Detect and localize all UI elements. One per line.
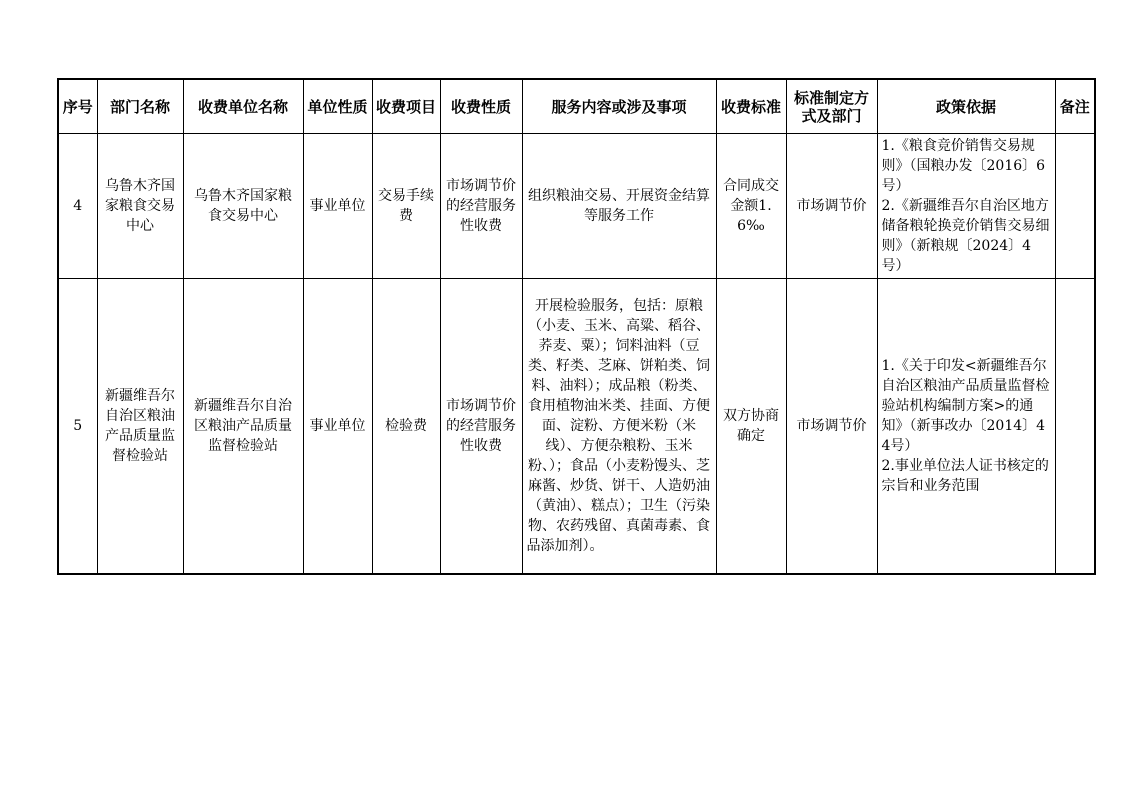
header-service: 服务内容或涉及事项 <box>522 79 716 134</box>
header-item: 收费项目 <box>372 79 440 134</box>
header-nature: 收费性质 <box>440 79 522 134</box>
fee-table <box>57 78 1096 575</box>
cell-item: 交易手续费 <box>372 134 440 279</box>
cell-policy <box>877 134 1055 279</box>
cell-seq: 4 <box>58 134 97 279</box>
header-policy: 政策依据 <box>877 79 1055 134</box>
cell-nature: 市场调节价的经营服务性收费 <box>440 134 522 279</box>
header-method: 标准制定方式及部门 <box>786 79 877 134</box>
cell-method: 市场调节价 <box>786 134 877 279</box>
cell-nature: 市场调节价的经营服务性收费 <box>440 279 522 575</box>
policy-line: 2.《新疆维吾尔自治区地方储备粮轮换竞价销售交易细则》（新粮规〔2024〕4号） <box>881 198 1050 274</box>
cell-service: 开展检验服务，包括：原粮（小麦、玉米、高粱、稻谷、荞麦、粟）；饲料油料（豆类、籽类、芝麻、饼粕类、饲料、油料）；成品粮（粉类、食用植物油米类、挂面、方便面、淀粉、方便米粉（米线）、方便杂粮粉、玉米粉、）；食品（小麦粉馒头、芝麻酱、炒货、饼干、人造奶油（黄油）、糕点）；卫生（污染物、农药残留、真菌毒素、食品添加剂）。 <box>522 279 716 575</box>
header-seq: 序号 <box>58 79 97 134</box>
cell-policy <box>877 279 1055 575</box>
header-row <box>58 79 1095 134</box>
cell-remark <box>1055 134 1095 279</box>
policy-line: 1.《关于印发<新疆维吾尔自治区粮油产品质量监督检验站机构编制方案>的通知》（新事改办〔2014〕44号） <box>881 358 1050 454</box>
cell-standard: 双方协商确定 <box>716 279 786 575</box>
cell-unit: 乌鲁木齐国家粮食交易中心 <box>183 134 303 279</box>
header-unit-type: 单位性质 <box>303 79 372 134</box>
header-unit: 收费单位名称 <box>183 79 303 134</box>
cell-unit-type: 事业单位 <box>303 279 372 575</box>
cell-dept: 新疆维吾尔自治区粮油产品质量监督检验站 <box>97 279 183 575</box>
header-remark: 备注 <box>1055 79 1095 134</box>
cell-standard: 合同成交金额1.6‰ <box>716 134 786 279</box>
cell-dept: 乌鲁木齐国家粮食交易中心 <box>97 134 183 279</box>
cell-remark <box>1055 279 1095 575</box>
policy-line: 2.事业单位法人证书核定的宗旨和业务范围 <box>881 458 1049 494</box>
policy-line: 1.《粮食竞价销售交易规则》（国粮办发〔2016〕6号） <box>881 138 1046 194</box>
header-dept: 部门名称 <box>97 79 183 134</box>
cell-service: 组织粮油交易、开展资金结算等服务工作 <box>522 134 716 279</box>
header-standard: 收费标准 <box>716 79 786 134</box>
cell-item: 检验费 <box>372 279 440 575</box>
cell-seq: 5 <box>58 279 97 575</box>
table-row <box>58 279 1095 575</box>
table-row <box>58 134 1095 279</box>
cell-unit-type: 事业单位 <box>303 134 372 279</box>
cell-unit: 新疆维吾尔自治区粮油产品质量监督检验站 <box>183 279 303 575</box>
cell-method: 市场调节价 <box>786 279 877 575</box>
